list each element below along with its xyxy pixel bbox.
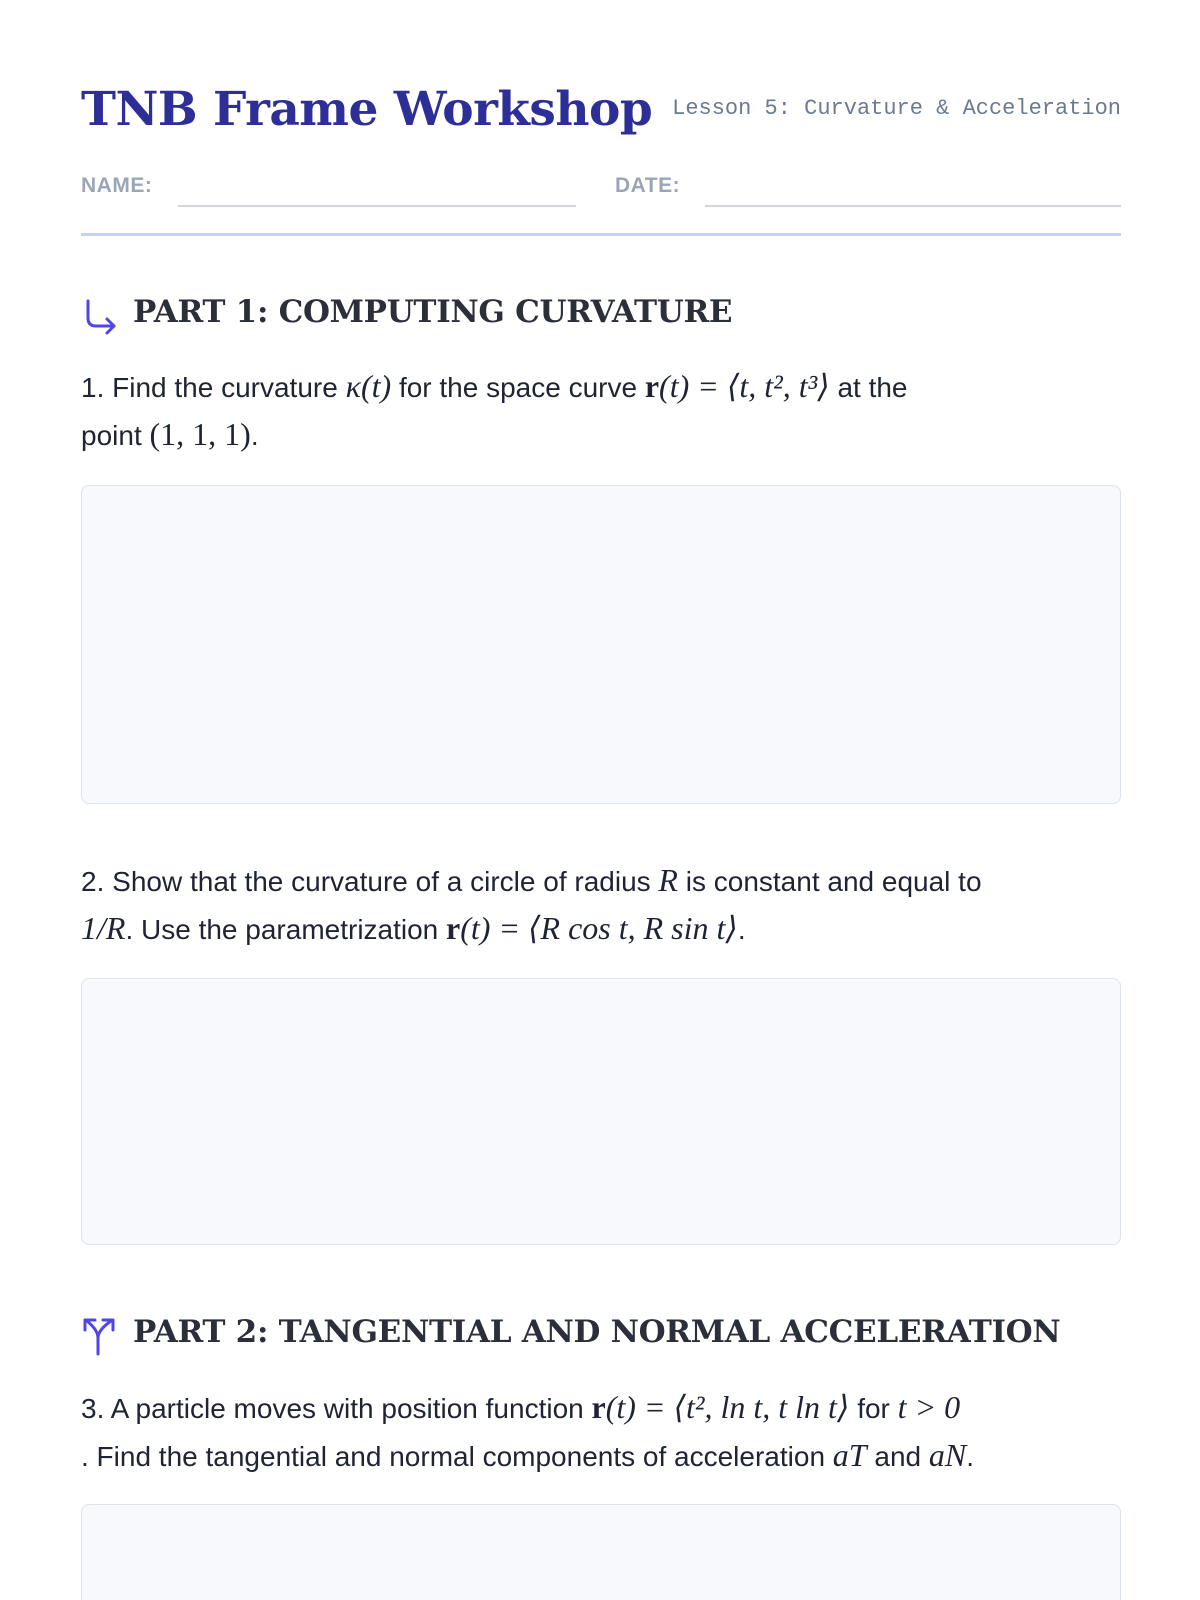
math-expression: (t) = ⟨R cos t, R sin t⟩ (460, 910, 738, 946)
arrow-split-icon (81, 1316, 119, 1356)
worksheet-page (81, 0, 1121, 1600)
section-part-2 (81, 1314, 1121, 1358)
question-number: 3. (81, 1393, 105, 1424)
section-title: PART 1: COMPUTING CURVATURE (133, 294, 733, 330)
name-field[interactable] (178, 205, 576, 207)
question-text: for (857, 1393, 890, 1424)
math-fraction: 1/R (81, 910, 126, 946)
question-end: . (966, 1441, 974, 1472)
question-text: Find the curvature (112, 372, 338, 403)
math-expression: (t) = ⟨t, t², t³⟩ (659, 368, 830, 404)
header-divider (81, 233, 1121, 236)
question-text: . Use the parametrization (125, 914, 439, 945)
question-2 (81, 857, 1121, 953)
question-text: Show that the curvature of a circle of radius (112, 866, 651, 897)
math-a-normal: aN (928, 1437, 967, 1473)
arrow-turn-down-right-icon (81, 296, 119, 336)
date-label: DATE: (615, 174, 681, 197)
question-number: 2. (81, 866, 105, 897)
answer-box-2[interactable] (81, 978, 1121, 1245)
worksheet-header (81, 82, 1121, 142)
question-text: point (81, 420, 142, 451)
math-point: (1, 1, 1) (149, 416, 251, 452)
question-3 (81, 1384, 1121, 1480)
question-text: at the (837, 372, 908, 403)
student-fields (81, 170, 1121, 210)
question-text: is constant and equal to (685, 866, 982, 897)
date-field[interactable] (705, 205, 1121, 207)
question-text: and (874, 1441, 922, 1472)
math-vector-r: r (644, 368, 660, 404)
question-end: . (250, 420, 259, 451)
question-end: . (737, 914, 746, 945)
math-vector-r: r (591, 1389, 606, 1425)
section-part-1 (81, 294, 1121, 338)
question-text: for the space curve (398, 372, 638, 403)
name-label: NAME: (81, 174, 153, 197)
answer-box-1[interactable] (81, 485, 1121, 804)
question-number: 1. (81, 372, 105, 403)
math-expression: (t) = ⟨t², ln t, t ln t⟩ (605, 1389, 850, 1425)
math-vector-r: r (446, 910, 461, 946)
section-title: PART 2: TANGENTIAL AND NORMAL ACCELERATION (133, 1314, 1061, 1350)
math-kappa: κ(t) (345, 368, 392, 404)
math-condition: t > 0 (897, 1389, 961, 1425)
question-1 (81, 363, 1121, 459)
question-text: . Find the tangential and normal components of acceleration (81, 1441, 826, 1472)
question-text: A particle moves with position function (110, 1393, 584, 1424)
math-a-tangential: aT (832, 1437, 867, 1473)
worksheet-title: TNB Frame Workshop (81, 82, 653, 137)
lesson-label: Lesson 5: Curvature & Acceleration (672, 96, 1121, 121)
answer-box-3[interactable] (81, 1504, 1121, 1600)
math-radius: R (658, 862, 678, 898)
